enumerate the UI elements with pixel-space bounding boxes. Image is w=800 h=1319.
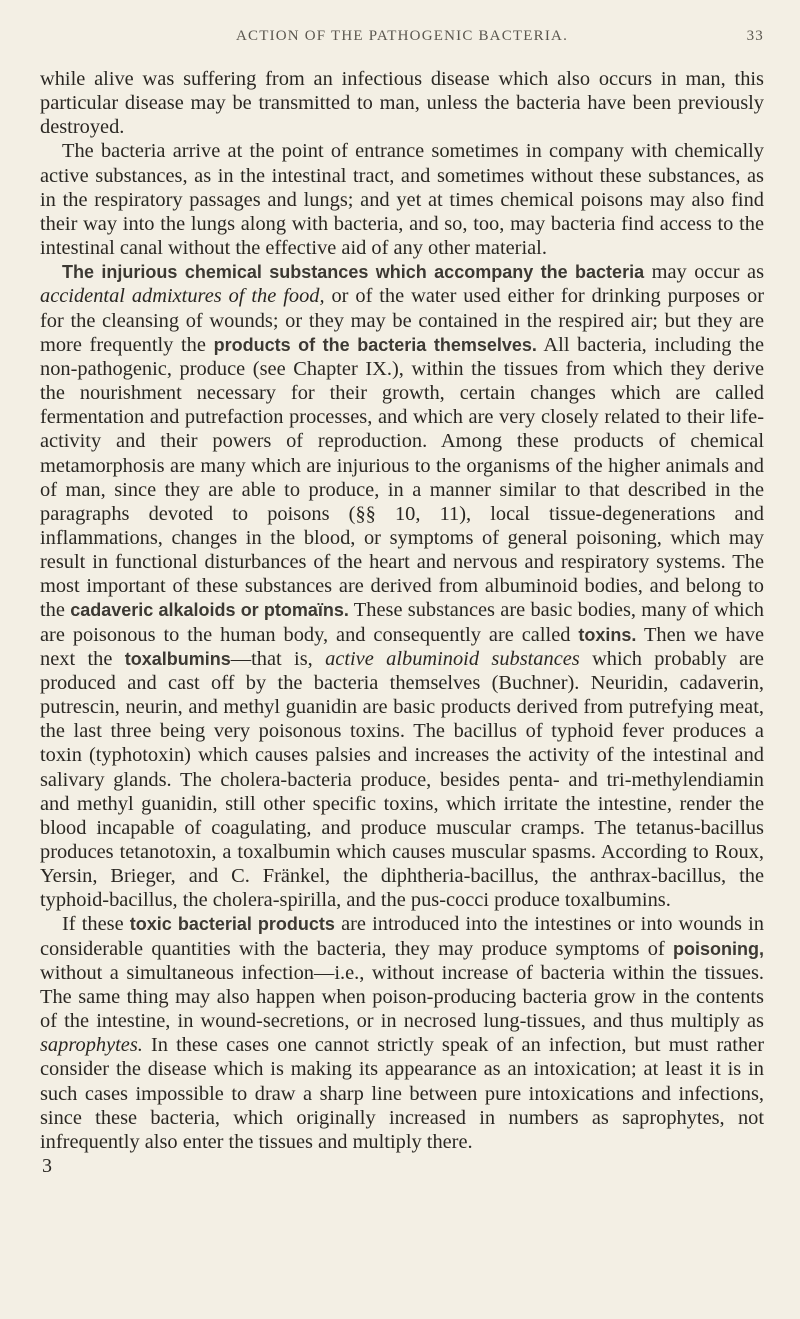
body-text xyxy=(40,67,764,1178)
text-run: In these cases one cannot strictly speak of an infection, but must rather consider the disease which is making its appearance as an intoxication; at least it is in such cases impossible to draw a sharp line between pure intoxications and infections, since these bacteria, which originally increased in numbers as saprophytes, not infrequently also enter the tissues and multiply there. xyxy=(40,1034,764,1153)
bold-phrase-poisoning: poisoning, xyxy=(673,938,764,959)
text-run: which probably are produced and cast off by the bacteria themselves (Buchner). Neuridin, cadaverin, putrescin, neurin, and methyl guanidin are basic products derived from putrefying meat, the last three being very poisonous toxins. The bacillus of typhoid fever produces a toxin (typhotoxin) which causes palsies and increases the activity of the intestinal and salivary glands. The cholera-bacteria produce, besides penta- and tri-methylendiamin and methyl guanidin, still other specific toxins, which irritate the intestine, render the blood incapable of coagulating, and produce muscular cramps. The tetanus-bacillus produces tetanotoxin, a toxalbumin which causes muscular spasms. According to Roux, Yersin, Brieger, and C. Fränkel, the diphtheria-bacillus, the anthrax-bacillus, the typhoid-bacillus, the cholera-spirilla, and the pus-cocci produce toxalbumins. xyxy=(40,647,764,912)
text-run: If these xyxy=(62,913,130,936)
page-number: 33 xyxy=(746,28,764,44)
signature-mark: 3 xyxy=(42,1155,52,1178)
running-head xyxy=(40,22,764,62)
bold-phrase-toxins: toxins. xyxy=(578,624,637,645)
running-title: ACTION OF THE PATHOGENIC BACTERIA. xyxy=(235,28,569,44)
bold-phrase-injurious-substances: The injurious chemical substances which accompany the bacteria xyxy=(62,262,645,283)
text-run: All bacteria, including the non-pathogenic, produce (see Chapter IX.), within the tissues from which they derive the nourishment necessary for their growth, certain changes which are called fermentation and putrefaction processes, and which are very closely related to their life-activity and their powers of reproduction. Among these products of chemical metamorphosis are many which are injurious to the organisms of the higher animals and of man, since they are able to produce, in a manner similar to that described in the paragraphs devoted to poisons (§§ 10, 11), local tissue-degenerations and inflammations, changes in the blood, or symptoms of general poisoning, which may result in functional disturbances of the heart and nervous and respiratory systems. The most important of these substances are derived from albuminoid bodies, and belong to the xyxy=(40,333,765,622)
text-run: are introduced into the intestines or into wounds in considerable quantities with the bacteria, they may produce symptoms of xyxy=(40,913,764,960)
text-run: These substances are basic bodies, many of which are poisonous to the human body, and consequently are called xyxy=(40,599,764,646)
paragraph-4 xyxy=(40,912,764,1154)
bold-phrase-products-of-bacteria: products of the bacteria themselves. xyxy=(213,334,537,355)
paragraph-1: while alive was suffering from an infectious disease which also occurs in man, this particular disease may be transmitted to man, unless the bacteria have been previously destroyed. xyxy=(40,68,764,139)
italic-phrase-saprophytes: saprophytes. xyxy=(40,1034,143,1057)
italic-phrase-active-albuminoid: active albuminoid substances xyxy=(325,647,580,670)
text-run: or of the water used either for drinking purposes or for the cleansing of wounds; or they may be contained in the respired air; but they are more frequently the xyxy=(40,285,764,356)
text-run: without a simultaneous infection—i.e., without increase of bacteria within the tissues. The same thing may also happen when poison-producing bacteria grow in the contents of the intestine, in wound-secretions, or in necrosed lung-tissues, and thus multiply as xyxy=(40,961,764,1033)
text-run: Then we have next the xyxy=(40,623,764,670)
paragraph-2: The bacteria arrive at the point of entrance sometimes in company with chemically active substances, as in the intestinal tract, and sometimes without these substances, as in the respiratory passages and lungs; and yet at times chemical poisons may also find their way into the lungs along with bacteria, and so, too, may bacteria find access to the intestinal canal without the effective aid of any other material. xyxy=(40,140,764,260)
text-run: may occur as xyxy=(644,261,765,284)
text-run: —that is, xyxy=(230,647,326,670)
italic-phrase-accidental-admixtures: accidental admixtures of the food, xyxy=(40,285,325,308)
bold-phrase-toxalbumins: toxalbumins xyxy=(124,648,231,669)
paragraph-3 xyxy=(40,260,764,912)
bold-phrase-cadaveric-alkaloids: cadaveric alkaloids or ptomaïns. xyxy=(70,600,349,621)
bold-phrase-toxic-products: toxic bacterial products xyxy=(129,914,335,935)
book-page xyxy=(40,0,764,1319)
